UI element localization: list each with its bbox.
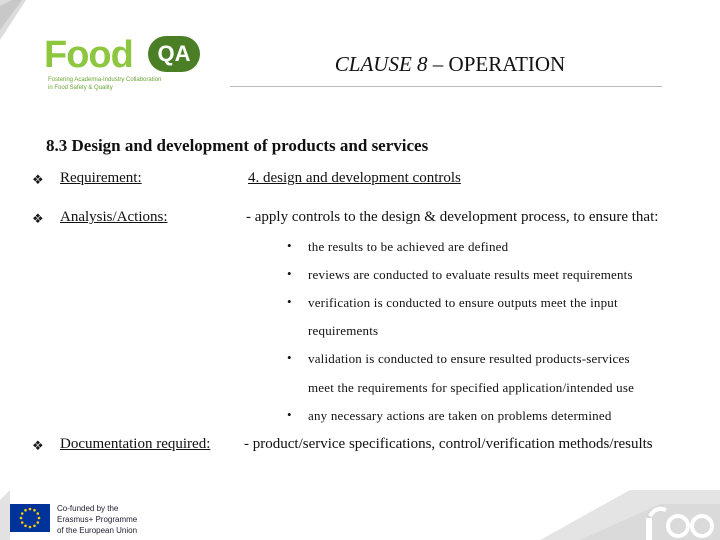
eu-line-2: Erasmus+ Programme bbox=[57, 515, 138, 524]
analysis-label: Analysis/Actions: bbox=[60, 209, 168, 225]
eu-line-1: Co-funded by the bbox=[57, 504, 119, 513]
header-divider bbox=[230, 86, 662, 87]
list-item: any necessary actions are taken on problems determined bbox=[308, 408, 612, 423]
analysis-value: - apply controls to the design & development process, to ensure that: bbox=[246, 209, 659, 225]
bullet-dot: • bbox=[287, 266, 292, 281]
bullet-dot: • bbox=[287, 407, 292, 422]
diamond-bullet-icon: ❖ bbox=[32, 172, 44, 187]
requirement-label: Requirement: bbox=[60, 170, 142, 186]
diamond-bullet-icon: ❖ bbox=[32, 438, 44, 453]
logo-qa-badge: QA bbox=[148, 36, 200, 72]
documentation-label: Documentation required: bbox=[60, 436, 211, 452]
corner-decoration-top-left bbox=[0, 0, 30, 60]
list-item-continuation: requirements bbox=[308, 323, 379, 338]
logo-tagline-line-1: Fostering Academia-Industry Collaboration bbox=[48, 77, 162, 83]
list-item: the results to be achieved are defined bbox=[308, 239, 509, 254]
clause-name: OPERATION bbox=[448, 52, 566, 76]
eu-flag-icon bbox=[10, 504, 50, 532]
list-item-continuation: meet the requirements for specified application/intended use bbox=[308, 380, 635, 395]
page-title bbox=[300, 52, 600, 77]
clause-label: CLAUSE 8 bbox=[334, 52, 428, 76]
logo-tagline-line-2: in Food Safety & Quality bbox=[48, 85, 113, 91]
documentation-value: - product/service specifications, control/verification methods/results bbox=[244, 436, 653, 452]
requirement-value: 4. design and development controls bbox=[248, 170, 461, 186]
eu-cofunding-text bbox=[57, 503, 137, 536]
corner-decoration-bottom-right bbox=[520, 470, 720, 540]
list-item: validation is conducted to ensure resulted products-services bbox=[308, 351, 630, 366]
bullet-dot: • bbox=[287, 350, 292, 365]
logo-word: Food bbox=[44, 34, 133, 76]
list-item: verification is conducted to ensure outputs meet the input bbox=[308, 295, 618, 310]
bullet-dot: • bbox=[287, 294, 292, 309]
list-item: reviews are conducted to evaluate results meet requirements bbox=[308, 267, 633, 282]
diamond-bullet-icon: ❖ bbox=[32, 211, 44, 226]
bullet-dot: • bbox=[287, 238, 292, 253]
section-heading: 8.3 Design and development of products and services bbox=[46, 136, 429, 155]
foodqa-logo bbox=[44, 34, 214, 94]
clause-separator: – bbox=[427, 52, 449, 76]
logo-tagline bbox=[48, 76, 161, 92]
eu-line-3: of the European Union bbox=[57, 526, 138, 535]
